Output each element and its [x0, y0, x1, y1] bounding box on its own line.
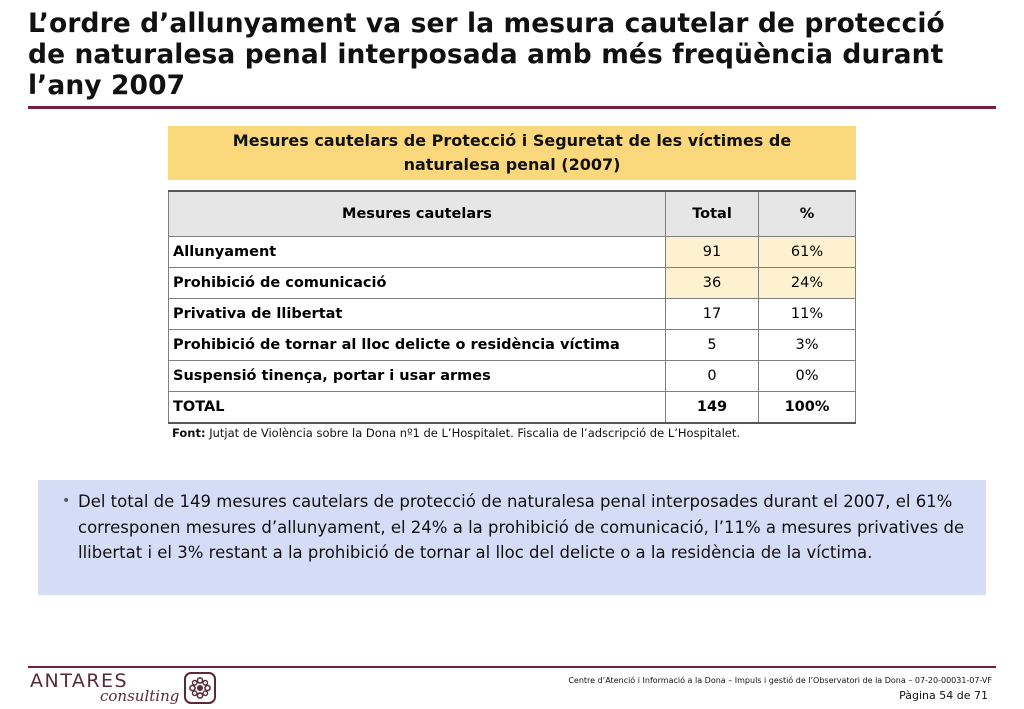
- row-total: 5: [666, 330, 759, 361]
- row-total: 91: [666, 237, 759, 268]
- table-row: [169, 330, 856, 361]
- row-percent: 11%: [759, 299, 856, 330]
- row-percent: 3%: [759, 330, 856, 361]
- logo-subtitle: consulting: [100, 687, 180, 705]
- table-row: [169, 237, 856, 268]
- row-label: Prohibició de comunicació: [169, 268, 666, 299]
- table-total-row: [169, 392, 856, 424]
- row-percent: 24%: [759, 268, 856, 299]
- total-label: TOTAL: [169, 392, 666, 424]
- row-label: Privativa de llibertat: [169, 299, 666, 330]
- measures-table: [168, 190, 856, 424]
- footer-divider: [28, 666, 996, 668]
- row-percent: 61%: [759, 237, 856, 268]
- table-caption: [168, 126, 856, 180]
- summary-item: [62, 489, 972, 566]
- logo-flower-icon: [184, 672, 216, 704]
- table-row: [169, 299, 856, 330]
- summary-list: [62, 489, 972, 566]
- table-header-row: [169, 191, 856, 237]
- header-total: Total: [666, 191, 759, 237]
- table-row: [169, 361, 856, 392]
- header-measures: Mesures cautelars: [169, 191, 666, 237]
- row-total: 0: [666, 361, 759, 392]
- table-caption-text: Mesures cautelars de Protecció i Seguretat de les víctimes de naturalesa penal (2007): [232, 131, 792, 174]
- footer-document-info: Centre d’Atenció i Informació a la Dona – Impuls i gestió de l’Observatori de la Dona – 07-20-00031-07-VF: [568, 676, 992, 685]
- title-divider: [28, 106, 996, 109]
- table-row: [169, 268, 856, 299]
- total-value: 149: [666, 392, 759, 424]
- row-total: 36: [666, 268, 759, 299]
- row-total: 17: [666, 299, 759, 330]
- source-label: Font:: [172, 426, 206, 440]
- bullet-icon: •: [62, 493, 71, 509]
- summary-text: Del total de 149 mesures cautelars de protecció de naturalesa penal interposades durant el 2007, el 61% corresponen mesures d’allunyament, el 24% a la prohibició de comunicació, l’11% a mesures privatives de llibertat i el 3% restant a la prohibició de tornar al lloc del delicte o a la residència de la víctima.: [78, 492, 965, 562]
- summary-box: [38, 480, 986, 595]
- source-text: Jutjat de Violència sobre la Dona nº1 de L’Hospitalet. Fiscalia de l’adscripció de L’Hospitalet.: [205, 426, 741, 440]
- logo-wordmark: ANTARES: [30, 670, 129, 692]
- row-label: Allunyament: [169, 237, 666, 268]
- total-percent: 100%: [759, 392, 856, 424]
- table-source: [172, 426, 740, 440]
- header-percent: %: [759, 191, 856, 237]
- row-label: Prohibició de tornar al lloc delicte o residència víctima: [169, 330, 666, 361]
- slide-title: L’ordre d’allunyament va ser la mesura cautelar de protecció de naturalesa penal interposada amb més freqüència durant l’any 2007: [28, 8, 945, 101]
- page-number: Pàgina 54 de 71: [899, 689, 988, 702]
- row-percent: 0%: [759, 361, 856, 392]
- row-label: Suspensió tinença, portar i usar armes: [169, 361, 666, 392]
